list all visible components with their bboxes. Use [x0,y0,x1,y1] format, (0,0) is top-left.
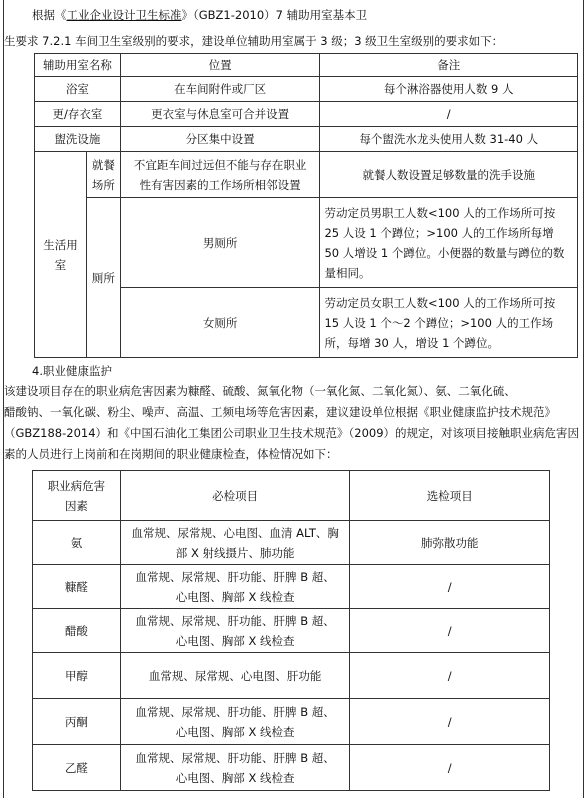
header-cell: 职业病危害因素 [33,471,121,521]
optional-items: / [350,699,550,745]
header-cell: 位置 [120,54,320,77]
room-note: 每个淋浴器使用人数 9 人 [320,77,578,102]
table-row [35,77,578,102]
female-toilet: 女厕所 [120,288,320,358]
standard-name: 工业企业设计卫生标准 [66,8,182,22]
room-position: 更衣室与休息室可合并设置 [120,102,320,127]
room-name: 浴室 [35,77,121,102]
room-note: 每个盥洗水龙头使用人数 31-40 人 [320,127,578,152]
table-row [35,102,578,127]
table-row [33,653,550,699]
living-room-label: 生活用室 [35,152,87,358]
table-row [33,745,550,791]
table-header-row [33,471,550,521]
toilet-label: 厕所 [86,198,120,358]
header-cell: 选检项目 [350,471,550,521]
auxiliary-rooms-table [34,53,578,358]
table-header-row [35,54,578,77]
required-items: 血常规、尿常规、肝功能、肝脾 B 超、心电图、胸部 X 线检查 [120,745,350,791]
room-name: 更/存衣室 [35,102,121,127]
optional-items: / [350,565,550,609]
hazard-factor: 氨 [33,521,121,565]
table-row [33,565,550,609]
required-items: 血常规、尿常规、肝功能、肝脾 B 超、心电图、胸部 X 线检查 [120,609,350,653]
table-row [33,609,550,653]
table-row [35,198,578,288]
required-items: 血常规、尿常规、心电图、血清 ALT、胸部 X 射线摄片、肺功能 [120,521,350,565]
hazard-factor: 丙酮 [33,699,121,745]
dining-label: 就餐场所 [86,152,120,198]
intro-line-1 [32,6,367,24]
paragraph-line: 该建设项目存在的职业病危害因素为糠醛、硫酸、氮氧化物（一氧化氮、二氧化氮）、氨、二氧化硫、 [4,384,516,398]
table-row [33,699,550,745]
section-heading: 4.职业健康监护 [32,364,112,378]
intro-suffix: 》（GBZ1-2010）7 辅助用室基本卫 [181,8,368,22]
intro-prefix: 根据《 [32,8,67,22]
table-row [35,152,578,198]
table-row [35,127,578,152]
hazard-factor: 糠醛 [33,565,121,609]
page-border-right [583,0,584,798]
room-position: 在车间附件或厂区 [120,77,320,102]
room-name: 盥洗设施 [35,127,121,152]
table-row [33,521,550,565]
paragraph-line: （GBZ188-2014）和《中国石油化工集团公司职业卫生技术规范》（2009）的规定，对该项目接触职业病危害因 [4,426,580,440]
room-position: 分区集中设置 [120,127,320,152]
optional-items: / [350,609,550,653]
intro-line-2: 生要求 7.2.1 车间卫生室级别的要求，建设单位辅助用室属于 3 级；3 级卫生室级别的要求如下： [4,34,504,48]
male-toilet-note: 劳动定员男职工人数<100 人的工作场所可按 25 人设 1 个蹲位；>100 人的工作场所每增 50 人增设 1 个蹲位。小便器的数量与蹲位的数量相同。 [320,198,578,288]
optional-items: / [350,745,550,791]
header-cell: 辅助用室名称 [35,54,121,77]
dining-note: 就餐人数设置足够数量的洗手设施 [320,152,578,198]
room-note: / [320,102,578,127]
male-toilet: 男厕所 [120,198,320,288]
required-items: 血常规、尿常规、肝功能、肝脾 B 超、心电图、胸部 X 线检查 [120,699,350,745]
optional-items: / [350,653,550,699]
hazard-factor: 乙醛 [33,745,121,791]
required-items: 血常规、尿常规、肝功能、肝脾 B 超、心电图、胸部 X 线检查 [120,565,350,609]
optional-items: 肺弥散功能 [350,521,550,565]
paragraph-line: 素的人员进行上岗前和在岗期间的职业健康检查，体检情况如下： [4,447,338,461]
header-cell: 必检项目 [120,471,350,521]
hazard-factor: 甲醇 [33,653,121,699]
female-toilet-note: 劳动定员女职工人数<100 人的工作场所可按 15 人设 1 个～2 个蹲位；>100 人的工作场所，每增 30 人，增设 1 个蹲位。 [320,288,578,358]
health-check-table [32,470,550,791]
dining-position: 不宜距车间过远但不能与存在职业性有害因素的工作场所相邻设置 [120,152,320,198]
header-cell: 备注 [320,54,578,77]
hazard-factor: 醋酸 [33,609,121,653]
required-items: 血常规、尿常规、心电图、肝功能 [120,653,350,699]
paragraph-line: 醋酸钠、一氧化碳、粉尘、噪声、高温、工频电场等危害因素，建议建设单位根据《职业健康监护技术规范》 [4,405,556,419]
